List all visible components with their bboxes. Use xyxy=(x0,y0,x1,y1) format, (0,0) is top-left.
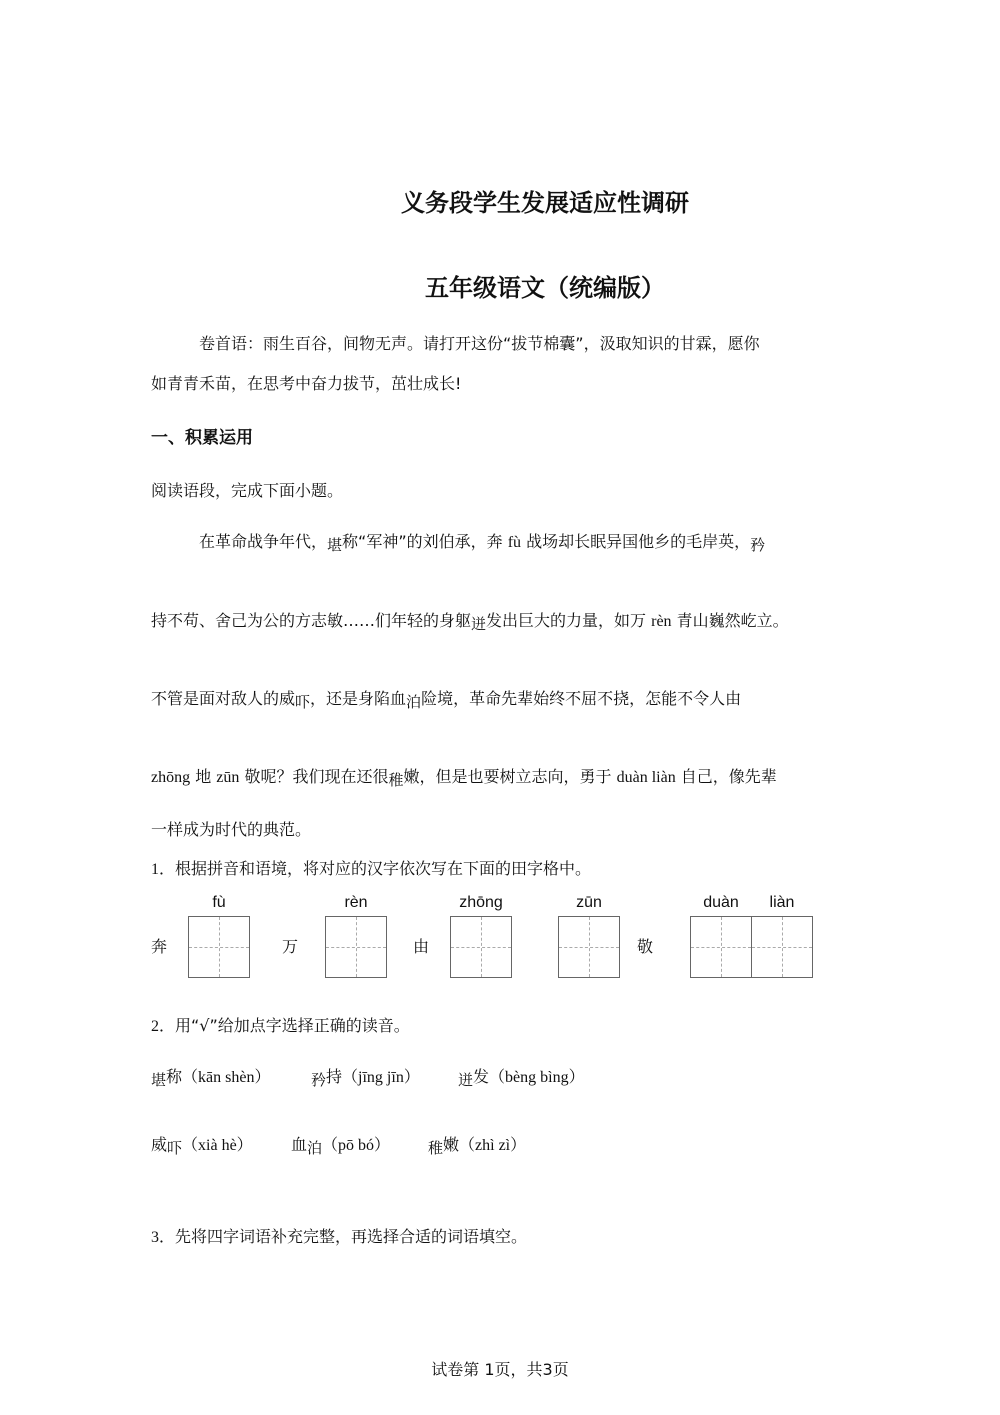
q2-options[interactable]: （bèng bìng） xyxy=(489,1069,585,1086)
q2-item: 威吓（xià hè） xyxy=(151,1135,253,1157)
q2-item: 稚嫩（zhì zì） xyxy=(428,1135,527,1157)
grid-char-3: 由 xyxy=(413,937,430,956)
page-subtitle: 五年级语文（统编版） xyxy=(425,274,665,302)
pinyin: zūn xyxy=(216,769,240,786)
q2-item: 血泊（pō bó） xyxy=(291,1135,391,1157)
tianzige-cell-6[interactable] xyxy=(751,916,813,978)
pinyin: rèn xyxy=(651,613,672,630)
dotted-char: 吓 xyxy=(295,693,311,711)
question-3: 3．先将四字词语补充完整，再选择合适的词语填空。 xyxy=(151,1227,528,1246)
dotted-char: 稚 xyxy=(388,771,404,789)
q2-options[interactable]: （pō bó） xyxy=(322,1137,391,1154)
dotted-char: 迸 xyxy=(471,615,487,633)
dotted-char: 矜 xyxy=(750,536,766,554)
grid-pinyin-4: zūn xyxy=(576,894,602,911)
page-footer: 试卷第 1页，共3页 xyxy=(431,1360,569,1379)
passage-line-2: 持不苟、舍己为公的方志敏……们年轻的身躯迸发出巨大的力量，如万 rèn 青山巍然屹立。 xyxy=(151,611,789,633)
grid-pinyin-5a: duàn xyxy=(703,894,739,911)
grid-char-2: 万 xyxy=(282,937,299,956)
grid-char-1: 奔 xyxy=(151,937,168,956)
grid-char-4: 敬 xyxy=(637,937,654,956)
tianzige-cell-3[interactable] xyxy=(450,916,512,978)
section-heading: 一、积累运用 xyxy=(151,428,253,448)
grid-pinyin-3: zhōng xyxy=(459,894,503,911)
pinyin: duàn liàn xyxy=(616,769,676,786)
q2-options[interactable]: （zhì zì） xyxy=(459,1137,527,1154)
passage-line-5: 一样成为时代的典范。 xyxy=(151,820,312,839)
q2-item: 矜持（jīng jīn） xyxy=(311,1067,420,1089)
grid-pinyin-2: rèn xyxy=(344,894,368,911)
q2-options[interactable]: （kān shèn） xyxy=(182,1069,271,1086)
q2-options[interactable]: （jīng jīn） xyxy=(342,1069,420,1086)
section-instruction: 阅读语段，完成下面小题。 xyxy=(151,481,344,500)
dotted-char: 堪 xyxy=(327,536,343,554)
q2-options[interactable]: （xià hè） xyxy=(182,1137,253,1154)
page-title: 义务段学生发展适应性调研 xyxy=(401,189,689,217)
tianzige-cell-4[interactable] xyxy=(558,916,620,978)
question-2: 2．用“√”给加点字选择正确的读音。 xyxy=(151,1016,410,1035)
q2-item: 堪称（kān shèn） xyxy=(151,1067,271,1089)
passage-line-4: zhōng 地 zūn 敬呢？我们现在还很稚嫩，但是也要树立志向，勇于 duàn liàn 自己，像先辈 xyxy=(151,767,777,789)
grid-pinyin-5b: liàn xyxy=(769,894,795,911)
tianzige-cell-2[interactable] xyxy=(325,916,387,978)
dotted-char: 泊 xyxy=(406,693,422,711)
passage-line-1: 在革命战争年代，堪称“军神”的刘伯承，奔 fù 战场却长眠异国他乡的毛岸英，矜 xyxy=(199,532,766,554)
q2-item: 迸发（bèng bìng） xyxy=(458,1067,585,1089)
tianzige-cell-5[interactable] xyxy=(690,916,752,978)
intro-line-2: 如青青禾苗，在思考中奋力拔节，茁壮成长! xyxy=(151,374,462,393)
pinyin: fù xyxy=(507,534,522,551)
grid-pinyin-1: fù xyxy=(212,894,226,911)
pinyin: zhōng xyxy=(151,769,191,786)
tianzige-cell-1[interactable] xyxy=(188,916,250,978)
question-1: 1．根据拼音和语境，将对应的汉字依次写在下面的田字格中。 xyxy=(151,859,592,878)
passage-line-3: 不管是面对敌人的威吓，还是身陷血泊险境，革命先辈始终不屈不挠，怎能不令人由 xyxy=(151,689,742,711)
intro-line-1: 卷首语：雨生百谷，间物无声。请打开这份“拔节棉囊”，汲取知识的甘霖，愿你 xyxy=(199,334,760,353)
